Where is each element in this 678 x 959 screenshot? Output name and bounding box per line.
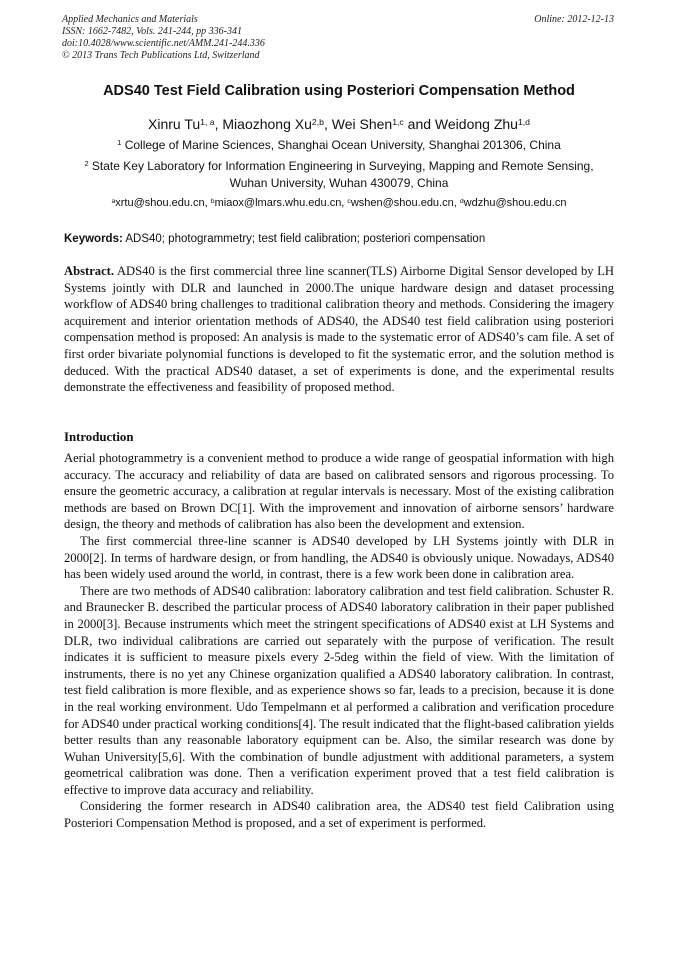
- keywords-line: [64, 232, 616, 247]
- author-separator: and: [403, 116, 435, 132]
- abstract-text: ADS40 is the first commercial three line scanner(TLS) Airborne Digital Sensor developed by LH Systems jointly with DLR and launched in 2000.The unique hardware design and dataset processing workflow of ADS40 bring challenges to traditional calibration theory and methods. Considering the imagery acquirement and interior orientation methods of ADS40, the ADS40 test field calibration using posteriori compensation method is proposed: An analysis is made to the systematic error of ADS40’s cam file. A set of first order bivariate polynomial functions is developed to fit the systematic error, and the solution method is deduced. With the practical ADS40 dataset, a set of experiments is done, and the experimental results demonstrate the effectiveness and feasibility of proposed method.: [64, 264, 614, 395]
- journal-header: [62, 14, 614, 62]
- section-heading-introduction: Introduction: [64, 430, 134, 444]
- email-marker: d: [459, 197, 464, 205]
- author-name: Wei Shen: [331, 116, 393, 132]
- author-name: Miaozhong Xu: [222, 116, 312, 132]
- author-affil-marker: 2,b: [311, 116, 324, 127]
- author-separator: ,: [323, 116, 332, 132]
- email-marker: b: [210, 197, 215, 205]
- author-affil-marker: 1,d: [517, 116, 530, 127]
- affiliation-text: State Key Laboratory for Information Engineering in Surveying, Mapping and Remote Sensing,: [88, 159, 594, 173]
- online-date: Online: 2012-12-13: [534, 14, 614, 25]
- email-marker: a: [111, 197, 116, 205]
- email-address[interactable]: wshen@shou.edu.cn,: [350, 197, 460, 209]
- body-paragraph: There are two methods of ADS40 calibration: laboratory calibration and test field calibration. Schuster R. and Braunecker B. described the particular process of ADS40 laboratory calibration in their paper published in 2000[3]. Because instruments which meet the stringent specifications of ADS40 exist at LH Systems and DLR, two individual calibrations are carried out separately with the purpose of verification. The result indicates it is sufficient to measure pixels every 2-5deg within the field of view. With the limitation of instruments, there is no yet any Chinese organization qualified a ADS40 laboratory calibration. In contrast, test field calibration is more flexible, and as experience shows so far, leads to a precision, because it is done in the real working environment. Udo Tempelmann et al performed a calibration and verification procedure for ADS40 under practical working conditions[4]. The result indicated that the flight-based calibration yields better results than any reasonable laboratory equipment can be. Also, the similar research was done by Wuhan University[5,6]. With the combination of bundle adjustment with additional parameters, a system geometrical calibration was done. Then a verification experiment proved that a test field calibration is effective to improve data accuracy and reliability.: [64, 583, 614, 797]
- email-marker: c: [347, 197, 351, 205]
- author-affil-marker: 1, a: [200, 116, 215, 127]
- email-list: [40, 196, 638, 211]
- keywords-label: Keywords:: [64, 233, 123, 245]
- abstract-paragraph: [64, 263, 614, 396]
- affiliation-2: [40, 158, 638, 192]
- email-address[interactable]: wdzhu@shou.edu.cn: [463, 197, 567, 209]
- issn-line: ISSN: 1662-7482, Vols. 241-244, pp 336-341: [62, 26, 242, 37]
- paper-title: ADS40 Test Field Calibration using Posteriori Compensation Method: [103, 83, 575, 99]
- body-paragraph: Considering the former research in ADS40 calibration area, the ADS40 test field Calibration using Posteriori Compensation Method is proposed, and a set of experiment is performed.: [64, 799, 614, 831]
- author-name: Weidong Zhu: [434, 116, 518, 132]
- author-affil-marker: 1,c: [392, 116, 404, 127]
- email-address[interactable]: xrtu@shou.edu.cn,: [115, 197, 211, 209]
- journal-name: Applied Mechanics and Materials: [62, 14, 198, 25]
- email-address[interactable]: miaox@lmars.whu.edu.cn,: [214, 197, 348, 209]
- author-list: [40, 115, 638, 133]
- abstract-label: Abstract.: [64, 264, 115, 278]
- affiliation-text: College of Marine Sciences, Shanghai Ocean University, Shanghai 201306, China: [121, 138, 561, 152]
- introduction-body: [64, 450, 614, 832]
- body-paragraph: Aerial photogrammetry is a convenient method to produce a wide range of geospatial information with high accuracy. The accuracy and reliability of data are based on calibrated sensors and rigorous processing. To ensure the geometric accuracy, a calibration at regular intervals is necessary. Most of the existing calibration methods are based on Brown DC[1]. With the improvement and innovation of airborne sensors’ hardware design, the theory and methods of calibration has also been the development and extension.: [64, 451, 614, 532]
- body-paragraph: The first commercial three-line scanner is ADS40 developed by LH Systems jointly with DLR in 2000[2]. In terms of hardware design, or from handling, the ADS40 is obviously unique. Nowadays, ADS40 has been widely used around the world, in contrast, there is a few work been done in calibration area.: [64, 533, 614, 582]
- affiliation-marker: 1: [117, 138, 122, 148]
- affiliation-text: Wuhan University, Wuhan 430079, China: [229, 176, 449, 190]
- keywords-text: ADS40; photogrammetry; test field calibration; posteriori compensation: [122, 233, 486, 245]
- affiliation-1: [40, 137, 638, 154]
- affiliation-marker: 2: [84, 159, 89, 169]
- copyright-line: © 2013 Trans Tech Publications Ltd, Switzerland: [62, 50, 260, 61]
- author-separator: ,: [214, 116, 223, 132]
- doi-line: doi:10.4028/www.scientific.net/AMM.241-244.336: [62, 38, 265, 49]
- author-name: Xinru Tu: [148, 116, 201, 132]
